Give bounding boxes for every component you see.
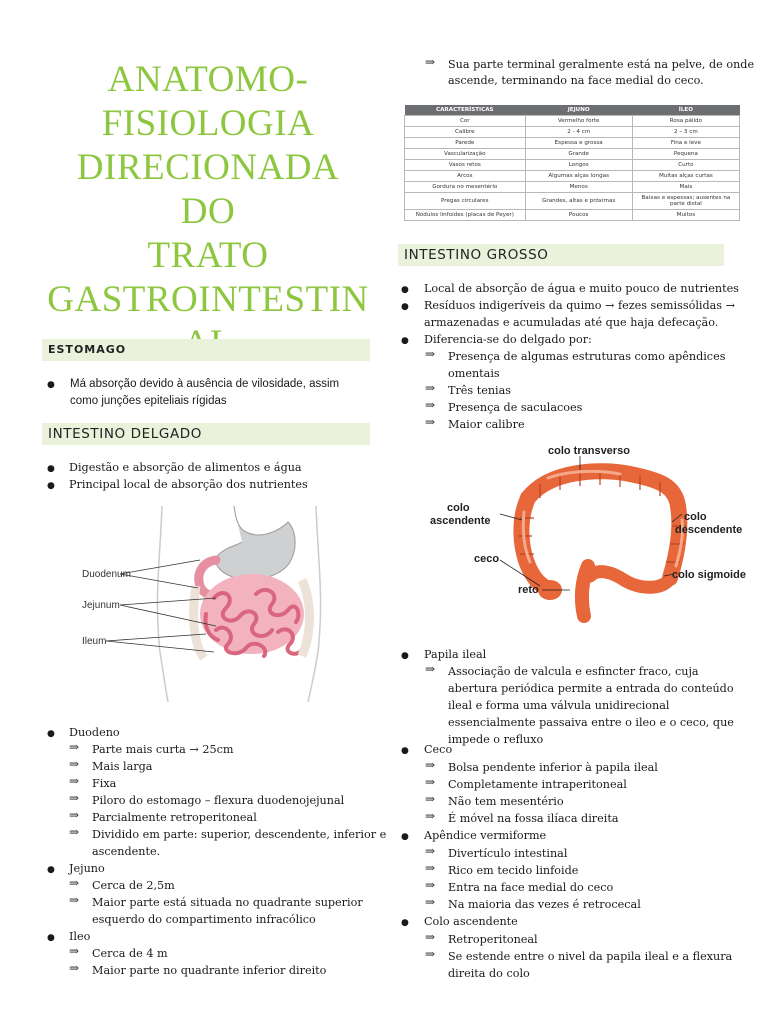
table-row: [405, 116, 740, 127]
duodeno-label: Duodeno: [69, 726, 120, 739]
arrow-icon: ⇒: [425, 758, 436, 772]
table-cell: Algumas alças longas: [525, 171, 632, 182]
table-cell: Poucos: [525, 210, 632, 221]
table-cell: Grandes, altas e próximas: [525, 193, 632, 210]
ileo-continuation-line2: ascende, terminando na face medial do ceco.: [448, 74, 704, 87]
duodeno-item: Parcialmente retroperitoneal: [92, 811, 257, 824]
colo-asc-label: Colo ascendente: [424, 915, 518, 928]
estomago-text-line2: como junções epiteliais rígidas: [70, 395, 227, 407]
label-ceco: ceco: [474, 553, 500, 565]
arrow-icon: ⇒: [425, 895, 436, 909]
figure-label-jejunum: Jejunum: [82, 600, 120, 611]
grosso-bullet-3: Diferencia-se do delgado por:: [424, 333, 592, 346]
table-cell: Cor: [405, 116, 526, 127]
arrow-icon: ⇒: [425, 878, 436, 892]
apendice-label: Apêndice vermiforme: [424, 829, 547, 842]
figure-label-ileum: Ileum: [82, 636, 107, 647]
label-colo-ascendente-2: ascendente: [430, 515, 491, 527]
bullet-icon: ●: [47, 729, 55, 739]
grosso-item: omentais: [448, 367, 500, 380]
papila-line: Associação de valcula e esfincter fraco, cuja: [448, 665, 699, 678]
jejuno-item: esquerdo do compartimento infracólico: [92, 913, 316, 926]
ceco-item: Bolsa pendente inferior à papila ileal: [448, 761, 658, 774]
table-cell: Fina e leve: [632, 138, 739, 149]
bullet-icon: ●: [401, 746, 409, 756]
table-cell: Arcos: [405, 171, 526, 182]
arrow-icon: ⇒: [425, 347, 436, 361]
apendice-item: Na maioria das vezes é retrocecal: [448, 898, 641, 911]
ceco-item: Completamente intraperitoneal: [448, 778, 627, 791]
arrow-icon: ⇒: [69, 774, 80, 788]
arrow-icon: ⇒: [69, 893, 80, 907]
papila-label: Papila ileal: [424, 648, 487, 661]
table-cell: Gordura no mesentério: [405, 182, 526, 193]
table-cell: Pequena: [632, 149, 739, 160]
figure-label-duodenum: Duodenum: [82, 569, 131, 580]
table-row: [405, 182, 740, 193]
table-cell: Curto: [632, 160, 739, 171]
arrow-icon: ⇒: [69, 876, 80, 890]
jejuno-ileo-table: [404, 105, 740, 221]
arrow-icon: ⇒: [425, 930, 436, 944]
table-row: [405, 127, 740, 138]
duodeno-item: Dividido em parte: superior, descendente, inferior e: [92, 828, 387, 841]
arrow-icon: ⇒: [425, 861, 436, 875]
ceco-label: Ceco: [424, 743, 453, 756]
table-cell: Baixas e espessas; ausentes na parte distal: [632, 193, 739, 210]
table-cell: Vascularização: [405, 149, 526, 160]
section-heading-delgado: INTESTINO DELGADO: [42, 423, 370, 445]
label-colo-ascendente-1: colo: [447, 502, 470, 514]
table-row: [405, 193, 740, 210]
ceco-item: É móvel na fossa ilíaca direita: [448, 812, 619, 825]
bullet-icon: ●: [401, 918, 409, 928]
large-intestine-figure: [420, 440, 760, 640]
arrow-icon: ⇒: [425, 947, 436, 961]
delgado-bullet-2: Principal local de absorção dos nutrientes: [69, 478, 308, 491]
arrow-icon: ⇒: [425, 55, 436, 69]
arrow-icon: ⇒: [425, 775, 436, 789]
duodeno-item: ascendente.: [92, 845, 161, 858]
bullet-icon: ●: [47, 464, 55, 474]
arrow-icon: ⇒: [69, 808, 80, 822]
arrow-icon: ⇒: [69, 944, 80, 958]
table-cell: Vermelho forte: [525, 116, 632, 127]
table-header-row: [405, 105, 740, 116]
arrow-icon: ⇒: [69, 961, 80, 975]
table-row: [405, 171, 740, 182]
duodeno-item: Fixa: [92, 777, 117, 790]
arrow-icon: ⇒: [425, 415, 436, 429]
bullet-icon: ●: [47, 865, 55, 875]
table-header: ÍLEO: [632, 105, 739, 116]
papila-line: essencialmente passaiva entre o ileo e o ceco, que: [448, 716, 734, 729]
duodeno-item: Parte mais curta → 25cm: [92, 743, 234, 756]
section-heading-estomago: ESTOMAGO: [42, 339, 370, 361]
arrow-icon: ⇒: [425, 381, 436, 395]
jejuno-item: Maior parte está situada no quadrante superior: [92, 896, 363, 909]
arrow-icon: ⇒: [425, 809, 436, 823]
table-row: [405, 210, 740, 221]
table-cell: Calibre: [405, 127, 526, 138]
section-heading-grosso: INTESTINO GROSSO: [398, 244, 724, 266]
colo-asc-item: Se estende entre o nivel da papila ileal e a flexura: [448, 950, 733, 963]
papila-line: ileal e forma uma válvula unidirecional: [448, 699, 670, 712]
table-row: [405, 149, 740, 160]
grosso-item: Três tenias: [448, 384, 512, 397]
bullet-icon: ●: [401, 336, 409, 346]
table-cell: Espessa e grossa: [525, 138, 632, 149]
papila-line: impede o refluxo: [448, 733, 544, 746]
table-cell: 2 - 4 cm: [525, 127, 632, 138]
grosso-bullet-1: Local de absorção de água e muito pouco de nutrientes: [424, 282, 739, 295]
arrow-icon: ⇒: [69, 791, 80, 805]
table-cell: Muitos: [632, 210, 739, 221]
table-header: CARACTERÍSTICAS: [405, 105, 526, 116]
bullet-icon: ●: [47, 380, 55, 390]
table-row: [405, 138, 740, 149]
arrow-icon: ⇒: [69, 740, 80, 754]
jejuno-label: Jejuno: [69, 862, 105, 875]
label-colo-descendente-1: colo: [684, 511, 707, 523]
table-header: JEJUNO: [525, 105, 632, 116]
table-cell: Vasos retos: [405, 160, 526, 171]
grosso-bullet-2-line1: Resíduos indigeríveis da quimo → fezes semissólidas →: [424, 299, 735, 312]
grosso-bullet-2-line2: armazenadas e acumuladas até que haja defecação.: [424, 316, 719, 329]
ileo-item: Maior parte no quadrante inferior direito: [92, 964, 327, 977]
table-cell: Grande: [525, 149, 632, 160]
bullet-icon: ●: [401, 832, 409, 842]
duodeno-item: Piloro do estomago – flexura duodenojejunal: [92, 794, 345, 807]
label-colo-sigmoide: colo sigmoide: [672, 569, 746, 581]
apendice-item: Divertículo intestinal: [448, 847, 568, 860]
bullet-icon: ●: [47, 481, 55, 491]
arrow-icon: ⇒: [425, 398, 436, 412]
table-row: [405, 160, 740, 171]
table-cell: Menos: [525, 182, 632, 193]
table-cell: 2 – 3 cm: [632, 127, 739, 138]
arrow-icon: ⇒: [425, 662, 436, 676]
label-reto: reto: [518, 584, 539, 596]
jejuno-item: Cerca de 2,5m: [92, 879, 175, 892]
colo-asc-item: Retroperitoneal: [448, 933, 538, 946]
ileo-continuation-line1: Sua parte terminal geralmente está na pelve, de onde: [448, 58, 755, 71]
table-cell: Mais: [632, 182, 739, 193]
arrow-icon: ⇒: [425, 792, 436, 806]
ileo-label: Ileo: [69, 930, 91, 943]
apendice-item: Entra na face medial do ceco: [448, 881, 614, 894]
grosso-item: Maior calibre: [448, 418, 525, 431]
page-title: ANATOMO- FISIOLOGIA DIRECIONADA DO TRATO GASTROINTESTIN: [47, 59, 369, 320]
table-cell: Muitas alças curtas: [632, 171, 739, 182]
bullet-icon: ●: [47, 933, 55, 943]
table-cell: Pregas circulares: [405, 193, 526, 210]
table-cell: Longos: [525, 160, 632, 171]
ceco-item: Não tem mesentério: [448, 795, 564, 808]
table-cell: Parede: [405, 138, 526, 149]
apendice-item: Rico em tecido linfoide: [448, 864, 579, 877]
colo-asc-item: direita do colo: [448, 967, 530, 980]
estomago-text-line1: Má absorção devido à ausência de vilosidade, assim: [70, 378, 340, 390]
label-colo-descendente-2: descendente: [675, 524, 743, 536]
ileo-item: Cerca de 4 m: [92, 947, 168, 960]
delgado-bullet-1: Digestão e absorção de alimentos e água: [69, 461, 302, 474]
table-cell: Nódulos linfoides (placas de Peyer): [405, 210, 526, 221]
grosso-item: Presença de algumas estruturas como apêndices: [448, 350, 726, 363]
label-colo-transverso: colo transverso: [548, 445, 630, 457]
duodeno-item: Mais larga: [92, 760, 153, 773]
grosso-item: Presença de saculacoes: [448, 401, 583, 414]
arrow-icon: ⇒: [69, 757, 80, 771]
arrow-icon: ⇒: [69, 825, 80, 839]
table-cell: Rosa pálido: [632, 116, 739, 127]
bullet-icon: ●: [401, 302, 409, 312]
bullet-icon: ●: [401, 285, 409, 295]
bullet-icon: ●: [401, 651, 409, 661]
arrow-icon: ⇒: [425, 844, 436, 858]
papila-line: abertura periódica permite a entrada do conteúdo: [448, 682, 734, 695]
